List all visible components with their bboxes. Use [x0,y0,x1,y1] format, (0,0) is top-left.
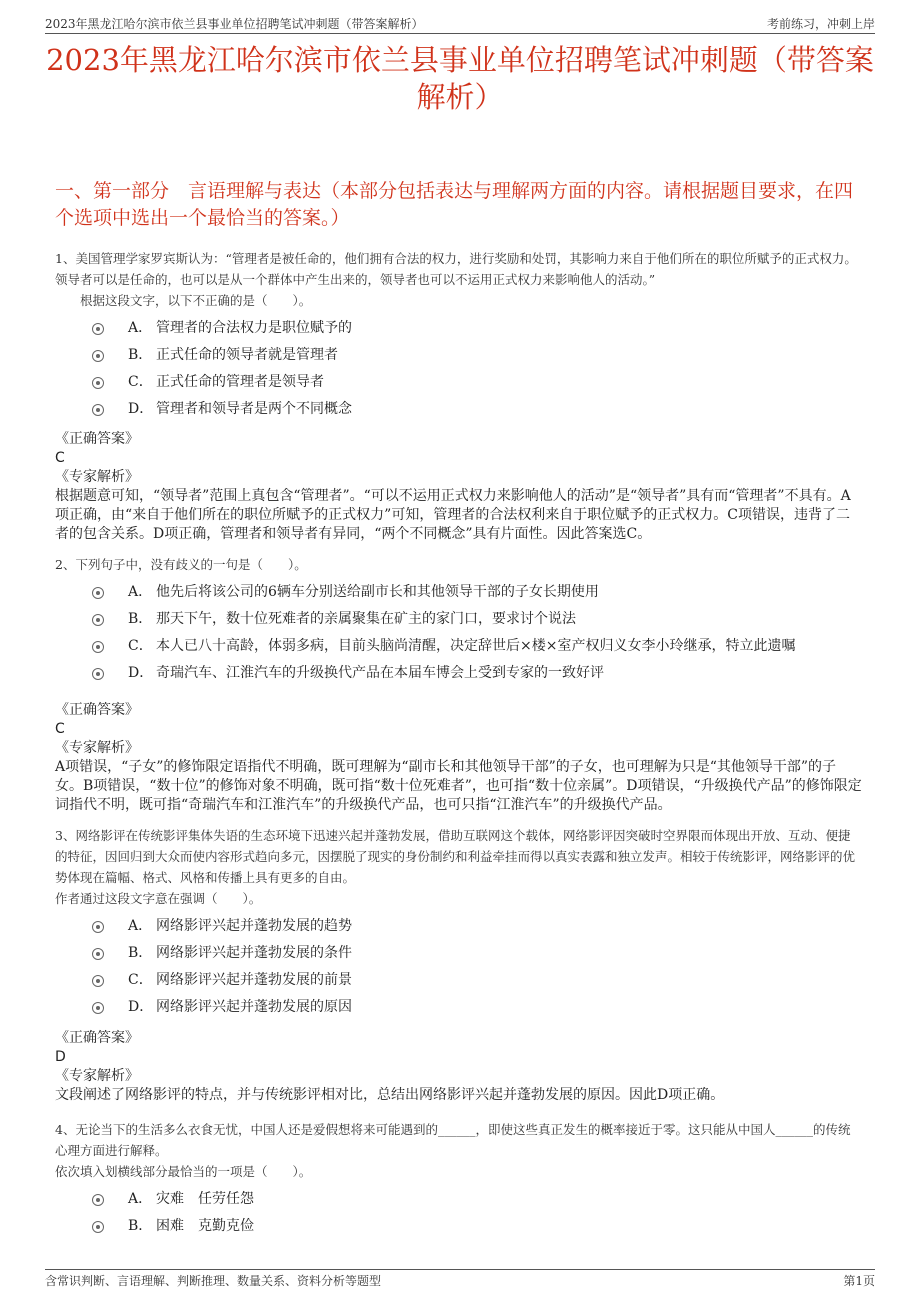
option-b[interactable]: B． 网络影评兴起并蓬勃发展的条件 [92,940,862,967]
option-a[interactable]: A． 灾难 任劳任怨 [92,1186,862,1213]
option-list [55,579,862,687]
radio-icon[interactable] [92,1194,104,1206]
footer-divider [45,1269,875,1270]
option-c[interactable]: C． 正式任命的管理者是领导者 [92,369,862,396]
question-3 [55,825,862,1021]
page-footer [45,1272,875,1289]
page-number: 第1页 [843,1274,875,1288]
option-c[interactable]: C． 本人已八十高龄，体弱多病，目前头脑尚清醒，决定辞世后×楼×室产权归义女李小玲继承，特立此遗嘱 [92,633,862,660]
header-right-text: 考前练习，冲刺上岸 [766,17,875,31]
section-heading: 一、第一部分 言语理解与表达（本部分包括表达与理解两方面的内容。请根据题目要求，在四个选项中选出一个最恰当的答案。） [55,180,854,229]
question-prompt: 作者通过这段文字意在强调（ ）。 [55,891,262,906]
analysis-label: 《专家解析》 [55,740,139,756]
option-d[interactable]: D． 奇瑞汽车、江淮汽车的升级换代产品在本届车博会上受到专家的一致好评 [92,660,862,687]
analysis-text: 文段阐述了网络影评的特点，并与传统影评相对比，总结出网络影评兴起并蓬勃发展的原因。因此D项正确。 [55,1087,725,1103]
page-header [45,10,875,32]
radio-icon[interactable] [92,377,104,389]
option-list [55,913,862,1021]
option-list [55,1186,862,1240]
radio-icon[interactable] [92,614,104,626]
answer-value: D [55,1049,66,1065]
analysis-label: 《专家解析》 [55,1068,139,1084]
radio-icon[interactable] [92,668,104,680]
question-stem: 1、美国管理学家罗宾斯认为：“管理者是被任命的，他们拥有合法的权力，进行奖励和处罚，其影响力来自于他们所在的职位所赋予的正式权力。领导者可以是任命的，也可以是从一个群体中产生出来的，领导者也可以不运用正式权力来影响他人的活动。” [55,251,857,287]
radio-icon[interactable] [92,587,104,599]
answer-value: C [55,721,65,737]
option-d[interactable]: D． 管理者和领导者是两个不同概念 [92,396,862,423]
header-divider [45,33,875,34]
radio-icon[interactable] [92,921,104,933]
radio-icon[interactable] [92,350,104,362]
answer-block-3 [55,1029,862,1105]
radio-icon[interactable] [92,1221,104,1233]
option-b[interactable]: B． 那天下午，数十位死难者的亲属聚集在矿主的家门口，要求讨个说法 [92,606,862,633]
answer-block-1 [55,430,862,544]
answer-label: 《正确答案》 [55,702,139,718]
question-prompt: 依次填入划横线部分最恰当的一项是（ ）。 [55,1164,312,1179]
question-stem: 3、网络影评在传统影评集体失语的生态环境下迅速兴起并蓬勃发展，借助互联网这个载体，网络影评因突破时空界限而体现出开放、互动、便捷的特征，因回归到大众而使内容形式趋向多元，因摆脱了现实的身份制约和利益牵挂而得以真实表露和独立发声。相较于传统影评，网络影评的优势体现在篇幅、格式、风格和传播上具有更多的自由。 [55,828,856,885]
question-stem: 2、下列句子中，没有歧义的一句是（ ）。 [55,557,307,572]
page-title: 2023年黑龙江哈尔滨市依兰县事业单位招聘笔试冲刺题（带答案解析） [46,43,874,114]
option-b[interactable]: B． 正式任命的领导者就是管理者 [92,342,862,369]
question-2 [55,554,862,687]
option-b[interactable]: B． 困难 克勤克俭 [92,1213,862,1240]
radio-icon[interactable] [92,641,104,653]
analysis-text: 根据题意可知，“领导者”范围上真包含“管理者”。“可以不运用正式权力来影响他人的活动”是“领导者”具有而“管理者”不具有。A项正确，由“来自于他们所在的职位所赋予的正式权力”可知，管理者的合法权利来自于职位赋予的正式权力。C项错误，违背了二者的包含关系。D项正确，管理者和领导者有异同，“两个不同概念”具有片面性。因此答案选C。 [55,488,851,542]
question-prompt: 根据这段文字，以下不正确的是（ ）。 [55,293,312,308]
question-stem: 4、无论当下的生活多么衣食无忧，中国人还是爱假想将来可能遇到的______，即使这些真正发生的概率接近于零。这只能从中国人______的传统心理方面进行解释。 [55,1122,851,1158]
radio-icon[interactable] [92,1002,104,1014]
question-4 [55,1119,862,1240]
option-a[interactable]: A． 网络影评兴起并蓬勃发展的趋势 [92,913,862,940]
answer-label: 《正确答案》 [55,431,139,447]
radio-icon[interactable] [92,323,104,335]
radio-icon[interactable] [92,975,104,987]
answer-label: 《正确答案》 [55,1030,139,1046]
option-c[interactable]: C． 网络影评兴起并蓬勃发展的前景 [92,967,862,994]
header-left-text: 2023年黑龙江哈尔滨市依兰县事业单位招聘笔试冲刺题（带答案解析） [45,17,424,31]
answer-block-2 [55,701,862,815]
radio-icon[interactable] [92,948,104,960]
option-list [55,315,862,423]
analysis-label: 《专家解析》 [55,469,139,485]
option-a[interactable]: A． 管理者的合法权力是职位赋予的 [92,315,862,342]
answer-value: C [55,450,65,466]
radio-icon[interactable] [92,404,104,416]
analysis-text: A项错误，“子女”的修饰限定语指代不明确，既可理解为“副市长和其他领导干部”的子女，也可理解为只是“其他领导干部”的子女。B项错误，“数十位”的修饰对象不明确，既可指“数十位死难者”，也可指“数十位亲属”。D项错误，“升级换代产品”的修饰限定词指代不明，既可指“奇瑞汽车和江淮汽车”的升级换代产品，也可只指“江淮汽车”的升级换代产品。 [55,759,862,813]
question-1 [55,248,862,423]
footer-left-text: 含常识判断、言语理解、判断推理、数量关系、资料分析等题型 [45,1274,382,1288]
option-d[interactable]: D． 网络影评兴起并蓬勃发展的原因 [92,994,862,1021]
option-a[interactable]: A． 他先后将该公司的6辆车分别送给副市长和其他领导干部的子女长期使用 [92,579,862,606]
